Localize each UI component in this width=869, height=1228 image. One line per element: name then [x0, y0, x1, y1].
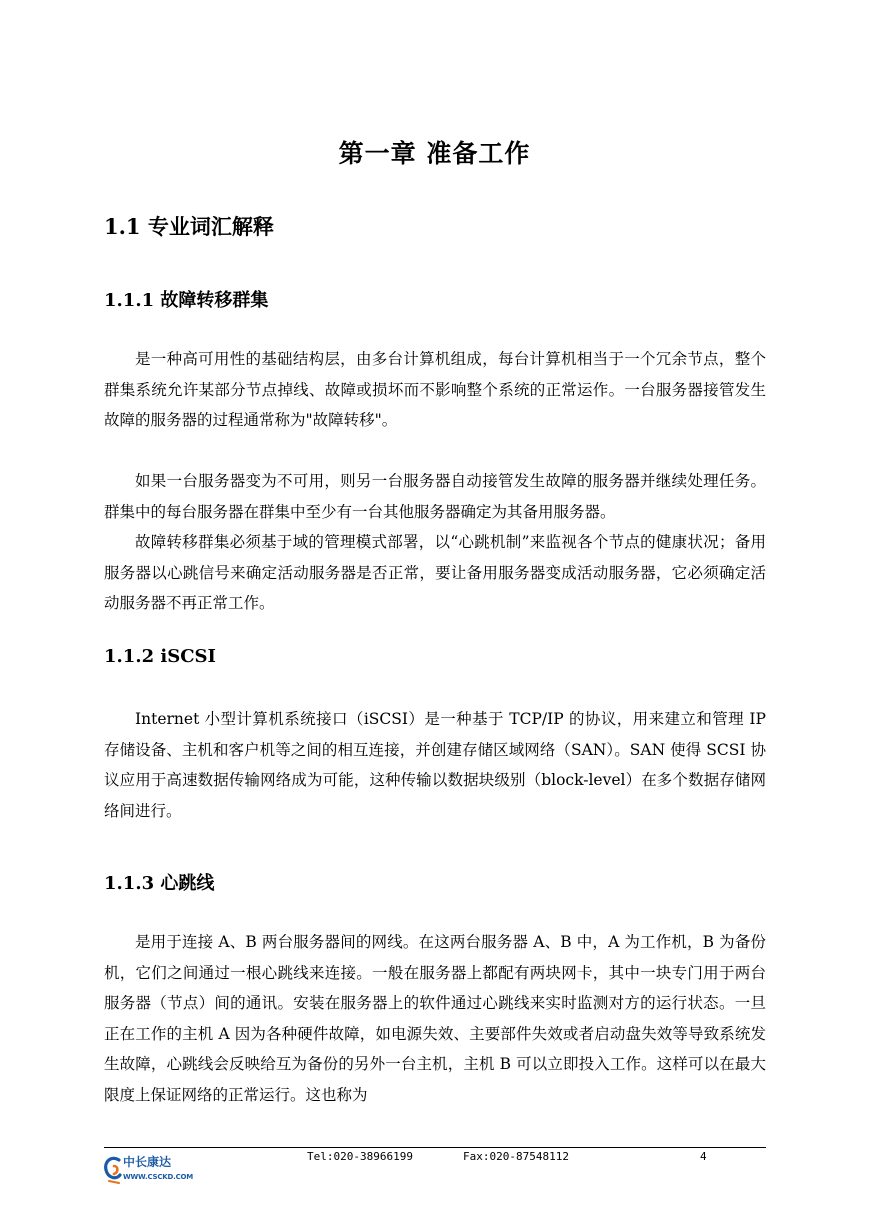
company-logo	[103, 1152, 194, 1188]
footer-tel: Tel:020-38966199	[307, 1150, 413, 1163]
footer-fax: Fax:020-87548112	[463, 1150, 569, 1163]
paragraph: 是用于连接 A、B 两台服务器间的网线。在这两台服务器 A、B 中，A 为工作机，B 为备份机，它们之间通过一根心跳线来连接。一般在服务器上都配有两块网卡，其中一块专门用于两台服务器（节点）间的通讯。安装在服务器上的软件通过心跳线来实时监测对方的运行状态。一旦正在工作的主机 A 因为各种硬件故障，如电源失效、主要部件失效或者启动盘失效等导致系统发生故障，心跳线会反映给互为备份的另外一台主机，主机 B 可以立即投入工作。这样可以在最大限度上保证网络的正常运行。这也称为	[104, 933, 766, 1104]
logo-text: 中长康达	[123, 1155, 172, 1169]
footer-divider	[104, 1147, 766, 1148]
subsection-heading-iscsi: 1.1.2 iSCSI	[104, 646, 216, 667]
logo-swirl-icon	[103, 1154, 123, 1186]
logo-url: WWW.CSCKD.COM	[123, 1173, 194, 1181]
subsection-heading-failover-cluster: 1.1.1 故障转移群集	[104, 290, 269, 311]
subsection-heading-heartbeat-line: 1.1.3 心跳线	[104, 873, 215, 894]
section-heading: 1.1 专业词汇解释	[104, 214, 274, 239]
paragraph: 故障转移群集必须基于域的管理模式部署，以“心跳机制”来监视各个节点的健康状况；备用服务器以心跳信号来确定活动服务器是否正常，要让备用服务器变成活动服务器，它必须确定活动服务器不再正常工作。	[104, 533, 766, 612]
chapter-title: 第一章 准备工作	[338, 139, 531, 168]
paragraph: Internet 小型计算机系统接口（iSCSI）是一种基于 TCP/IP 的协议，用来建立和管理 IP 存储设备、主机和客户机等之间的相互连接，并创建存储区域网络（SAN）。SAN 使得 SCSI 协议应用于高速数据传输网络成为可能，这种传输以数据块级别（block-level）在多个数据存储网络间进行。	[104, 710, 766, 820]
paragraph: 是一种高可用性的基础结构层，由多台计算机组成，每台计算机相当于一个冗余节点，整个群集系统允许某部分节点掉线、故障或损坏而不影响整个系统的正常运作。一台服务器接管发生故障的服务器的过程通常称为"故障转移"。	[104, 350, 766, 429]
paragraph: 如果一台服务器变为不可用，则另一台服务器自动接管发生故障的服务器并继续处理任务。 群集中的每台服务器在群集中至少有一台其他服务器确定为其备用服务器。	[104, 472, 766, 521]
page-number: 4	[700, 1150, 707, 1163]
